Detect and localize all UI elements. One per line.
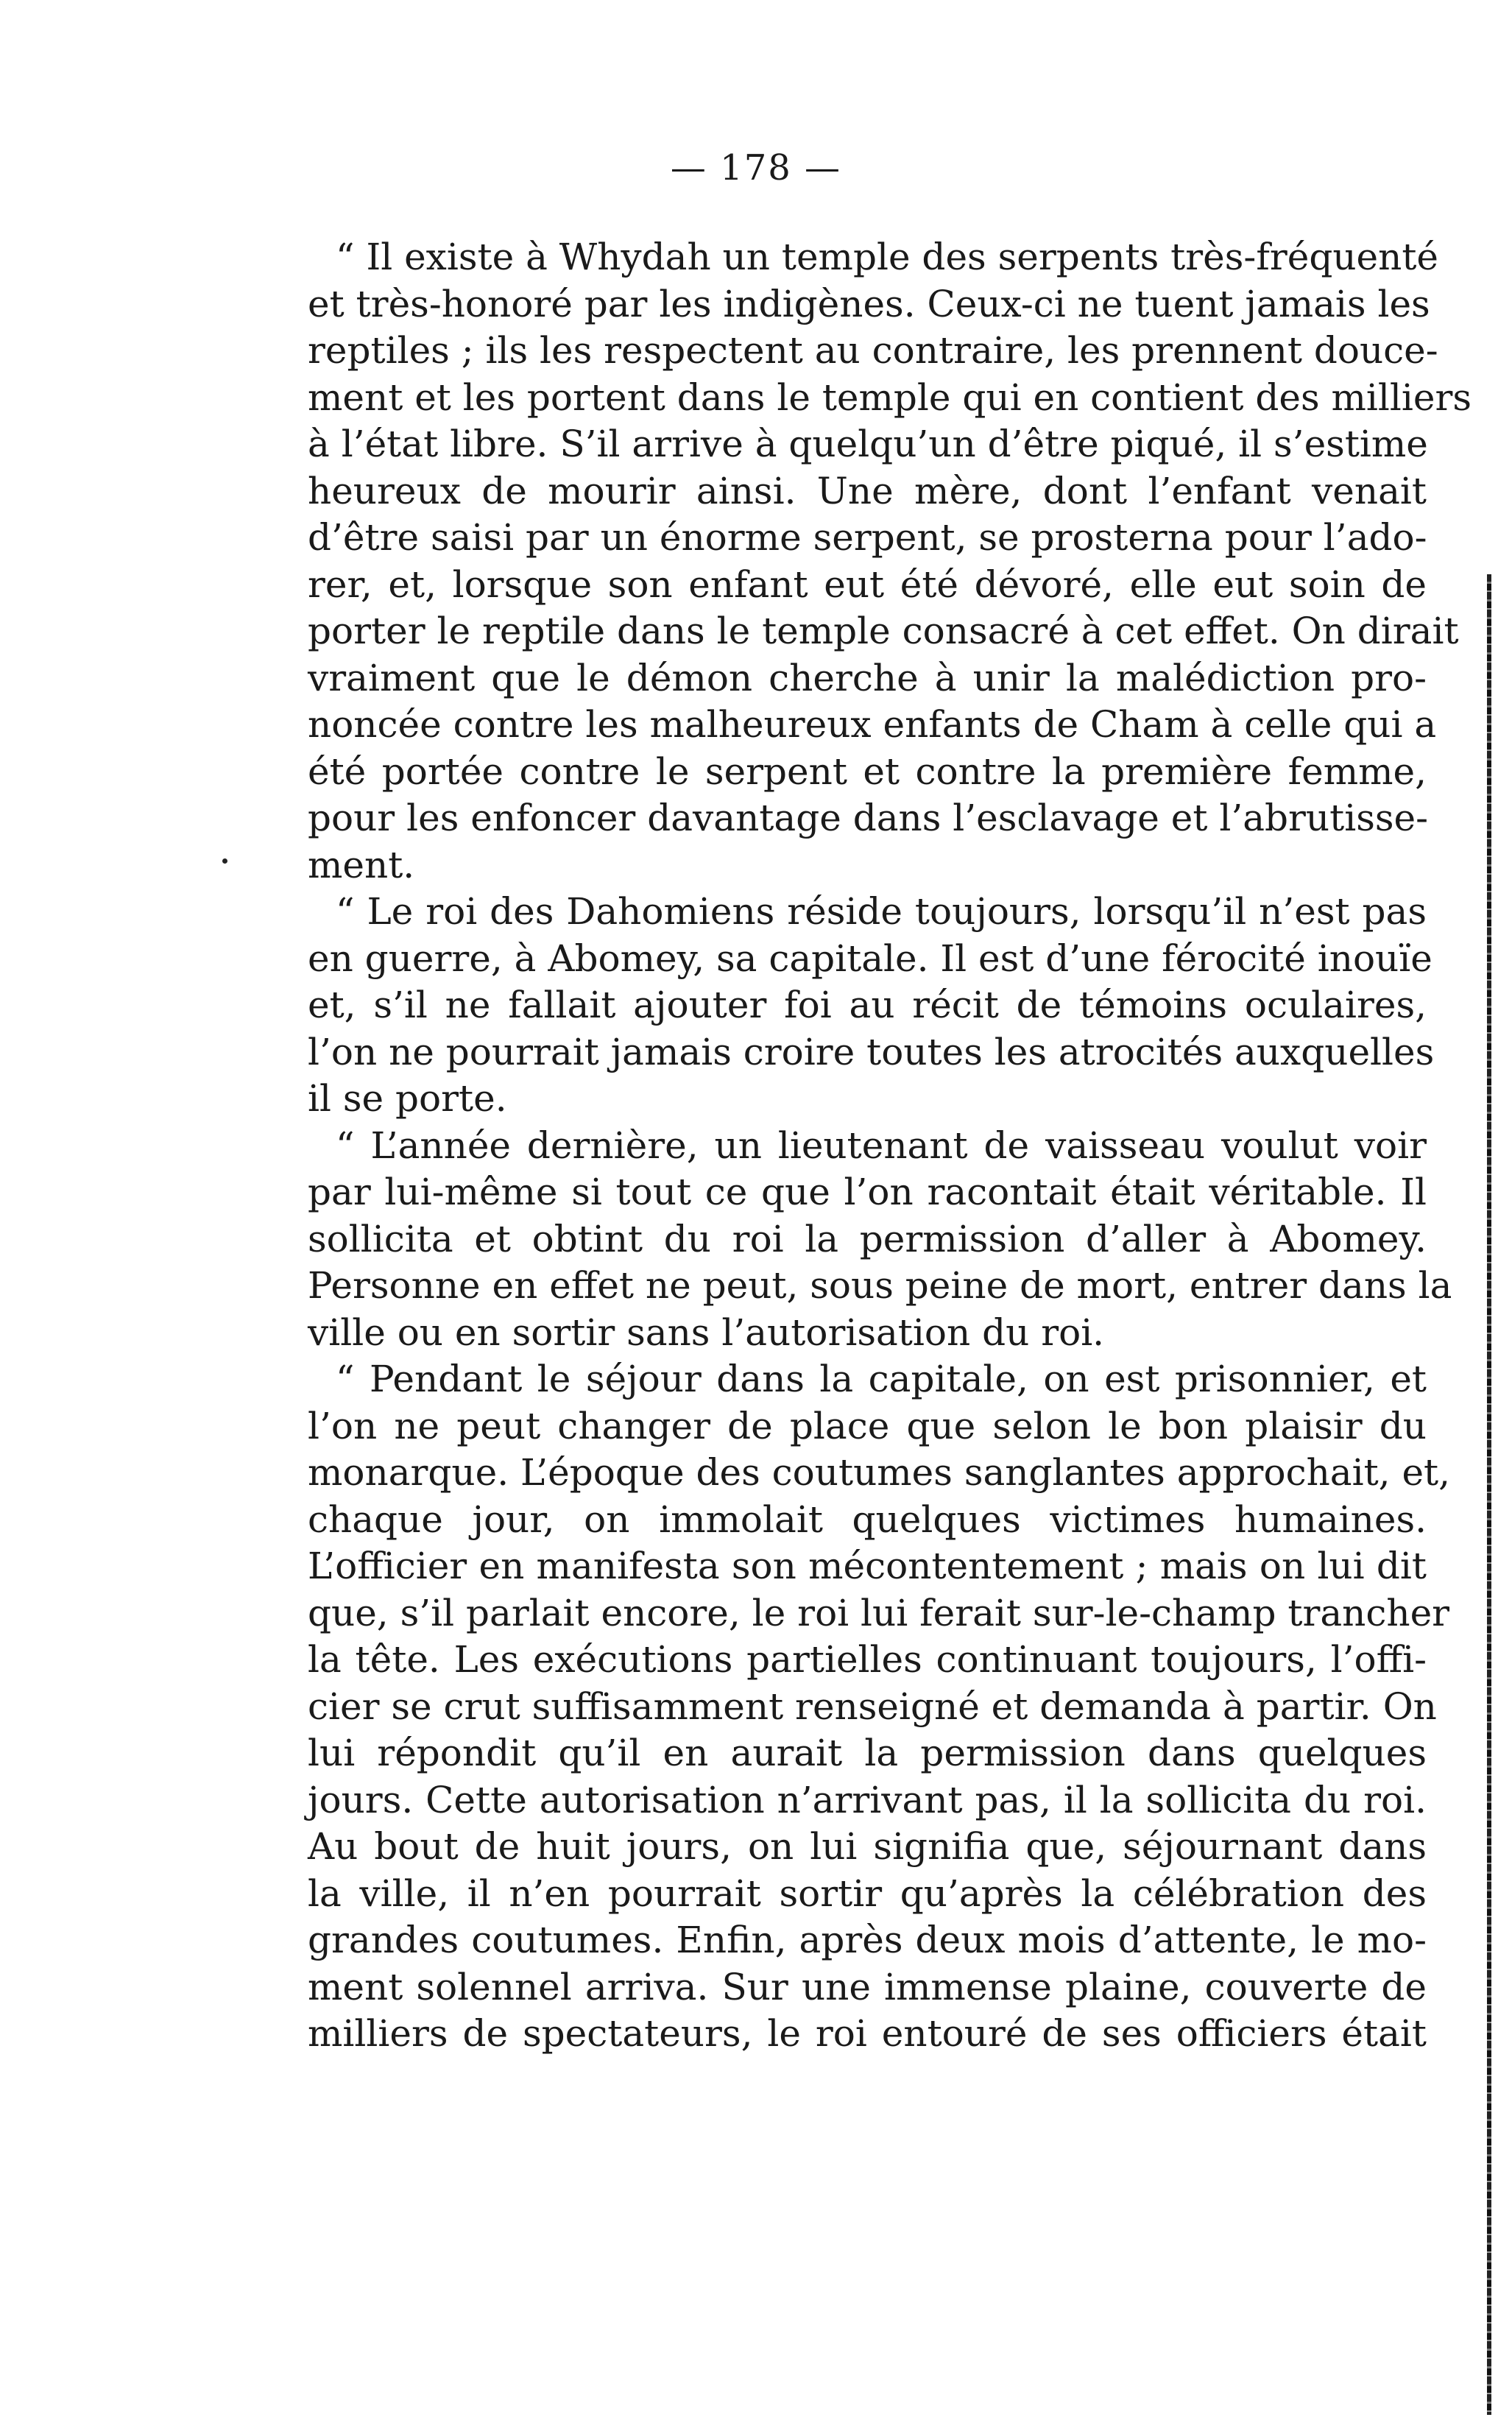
text-line: vraiment que le démon cherche à unir la malédiction pro- bbox=[308, 656, 1427, 699]
text-line: l’on ne pourrait jamais croire toutes les atrocités auxquelles bbox=[308, 1030, 1435, 1073]
text-line: d’être saisi par un énorme serpent, se prosterna pour l’ado- bbox=[308, 516, 1427, 559]
text-line: ment solennel arriva. Sur une immense plaine, couverte de bbox=[308, 1965, 1427, 2008]
text-line: jours. Cette autorisation n’arrivant pas, il la sollicita du roi. bbox=[308, 1778, 1427, 1821]
text-line: grandes coutumes. Enfin, après deux mois d’attente, le mo- bbox=[308, 1919, 1427, 1961]
text-line: il se porte. bbox=[308, 1077, 507, 1120]
text-line: l’on ne peut changer de place que selon le bon plaisir du bbox=[308, 1404, 1427, 1447]
text-line: porter le reptile dans le temple consacré à cet effet. On dirait bbox=[308, 610, 1459, 652]
text-line: “ Pendant le séjour dans la capitale, on est prisonnier, et bbox=[336, 1358, 1427, 1400]
text-line: en guerre, à Abomey, sa capitale. Il est d’une férocité inouïe bbox=[308, 936, 1432, 980]
text-line: par lui-même si tout ce que l’on racontait était véritable. Il bbox=[308, 1171, 1427, 1213]
ink-speck bbox=[222, 858, 227, 864]
text-line: cier se crut suffisamment renseigné et demanda à partir. On bbox=[308, 1685, 1437, 1728]
text-line: L’officier en manifesta son mécontentement ; mais on lui dit bbox=[308, 1545, 1427, 1587]
text-line: ville ou en sortir sans l’autorisation du roi. bbox=[308, 1310, 1105, 1354]
body-text bbox=[308, 234, 1472, 2058]
text-line: et très-honoré par les indigènes. Ceux-ci ne tuent jamais les bbox=[308, 282, 1430, 325]
text-line: rer, et, lorsque son enfant eut été dévoré, elle eut soin de bbox=[308, 562, 1427, 606]
text-line: ment et les portent dans le temple qui en contient des milliers bbox=[308, 375, 1472, 419]
text-line: “ L’année dernière, un lieutenant de vaisseau voulut voir bbox=[336, 1123, 1427, 1167]
page-number: — 178 — bbox=[670, 147, 842, 188]
page-binding-edge bbox=[1487, 574, 1491, 2415]
text-line: “ Le roi des Dahomiens réside toujours, lorsqu’il n’est pas bbox=[336, 890, 1427, 933]
text-line: Personne en effet ne peut, sous peine de mort, entrer dans la bbox=[308, 1264, 1452, 1307]
text-line: Au bout de huit jours, on lui signifia que, séjournant dans bbox=[308, 1825, 1427, 1868]
text-line: milliers de spectateurs, le roi entouré de ses officiers était bbox=[308, 2012, 1427, 2055]
text-line: la tête. Les exécutions partielles continuant toujours, l’offi- bbox=[308, 1638, 1427, 1681]
text-line: chaque jour, on immolait quelques victimes humaines. bbox=[308, 1497, 1427, 1541]
text-line: heureux de mourir ainsi. Une mère, dont l’enfant venait bbox=[308, 469, 1427, 512]
text-line: et, s’il ne fallait ajouter foi au récit de témoins oculaires, bbox=[308, 984, 1427, 1026]
text-line: été portée contre le serpent et contre la première femme, bbox=[308, 749, 1427, 793]
text-line: monarque. L’époque des coutumes sanglantes approchait, et, bbox=[308, 1451, 1451, 1494]
text-line: sollicita et obtint du roi la permission d’aller à Abomey. bbox=[308, 1217, 1427, 1260]
text-line: noncée contre les malheureux enfants de Cham à celle qui a bbox=[308, 703, 1437, 746]
text-line: que, s’il parlait encore, le roi lui ferait sur-le-champ trancher bbox=[308, 1591, 1450, 1634]
text-line: pour les enfoncer davantage dans l’esclavage et l’abrutisse- bbox=[308, 797, 1429, 839]
text-line: à l’état libre. S’il arrive à quelqu’un d’être piqué, il s’estime bbox=[308, 423, 1428, 465]
text-line: ment. bbox=[308, 843, 415, 886]
text-line: la ville, il n’en pourrait sortir qu’après la célébration des bbox=[308, 1872, 1427, 1915]
text-line: reptiles ; ils les respectent au contraire, les prennent douce- bbox=[308, 329, 1438, 372]
text-line: lui répondit qu’il en aurait la permission dans quelques bbox=[308, 1732, 1427, 1774]
text-line: “ Il existe à Whydah un temple des serpents très-fréquenté bbox=[336, 236, 1438, 278]
